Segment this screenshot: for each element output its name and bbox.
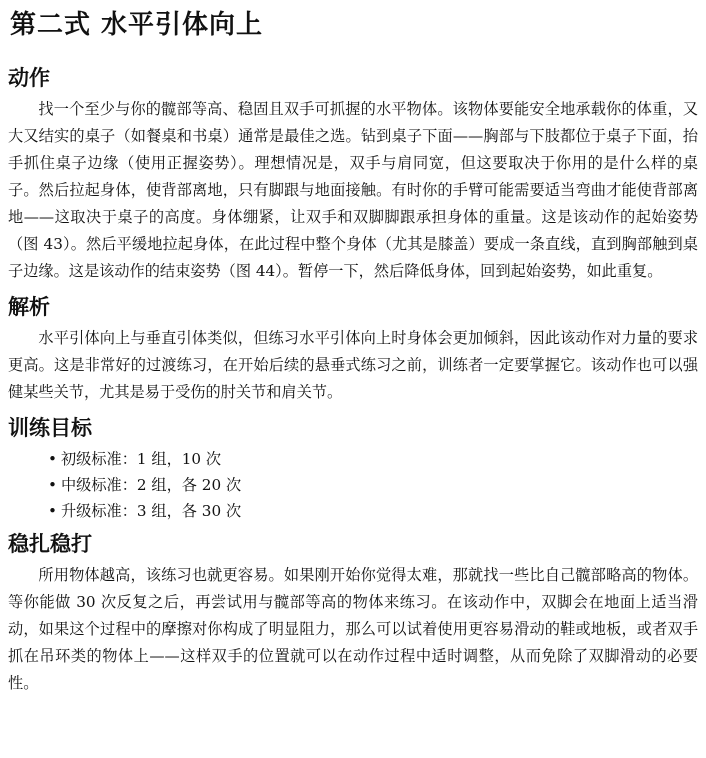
page-title: 第二式 水平引体向上: [10, 10, 264, 40]
section-analysis: [8, 293, 698, 406]
section-title-goals: 训练目标: [8, 416, 92, 440]
section-steady: [8, 530, 698, 697]
action-paragraph: 找一个至少与你的髋部等高、稳固且双手可抓握的水平物体。该物体要能安全地承载你的体重，又大又结实的桌子（如餐桌和书桌）通常是最佳之选。钻到桌子下面——胸部与下肢都位于桌子下面，抬手抓住桌子边缘（使用正握姿势）。理想情况是，双手与肩同宽，但这要取决于你用的是什么样的桌子。然后拉起身体，使背部离地，只有脚跟与地面接触。有时你的手臂可能需要适当弯曲才能使背部离地——这取决于桌子的高度。身体绷紧，让双手和双脚脚跟承担身体的重量。这是该动作的起始姿势（图 43）。然后平缓地拉起身体，在此过程中整个身体（尤其是膝盖）要成一条直线，直到胸部触到桌子边缘。这是该动作的结束姿势（图 44）。暂停一下，然后降低身体，回到起始姿势，如此重复。: [8, 100, 698, 280]
steady-paragraph: 所用物体越高，该练习也就更容易。如果刚开始你觉得太难，那就找一些比自己髋部略高的物体。等你能做 30 次反复之后，再尝试用与髋部等高的物体来练习。在该动作中，双脚会在地面上适当滑动，如果这个过程中的摩擦对你构成了明显阻力，那么可以试着使用更容易滑动的鞋或地板，或者双手抓在吊环类的物体上——这样双手的位置就可以在动作过程中适时调整，从而免除了双脚滑动的必要性。: [8, 566, 698, 692]
section-goals: [8, 414, 698, 524]
section-title-analysis: 解析: [8, 295, 50, 319]
section-action: [8, 64, 698, 285]
section-title-steady: 稳扎稳打: [8, 532, 92, 556]
analysis-paragraph: 水平引体向上与垂直引体类似，但练习水平引体向上时身体会更加倾斜，因此该动作对力量的要求更高。这是非常好的过渡练习，在开始后续的悬垂式练习之前，训练者一定要掌握它。该动作也可以强健某些关节，尤其是易于受伤的肘关节和肩关节。: [8, 329, 698, 401]
list-item: [48, 472, 698, 498]
list-item: [48, 498, 698, 524]
list-item: [48, 446, 698, 472]
goal-advanced: 升级标准：3 组，各 30 次: [60, 502, 242, 520]
goals-list: [8, 446, 698, 524]
goal-beginner: 初级标准：1 组，10 次: [60, 450, 222, 468]
goal-intermediate: 中级标准：2 组，各 20 次: [60, 476, 242, 494]
bullet-icon: •: [48, 476, 57, 494]
bullet-icon: •: [48, 502, 57, 520]
bullet-icon: •: [48, 450, 57, 468]
section-title-action: 动作: [8, 66, 50, 90]
